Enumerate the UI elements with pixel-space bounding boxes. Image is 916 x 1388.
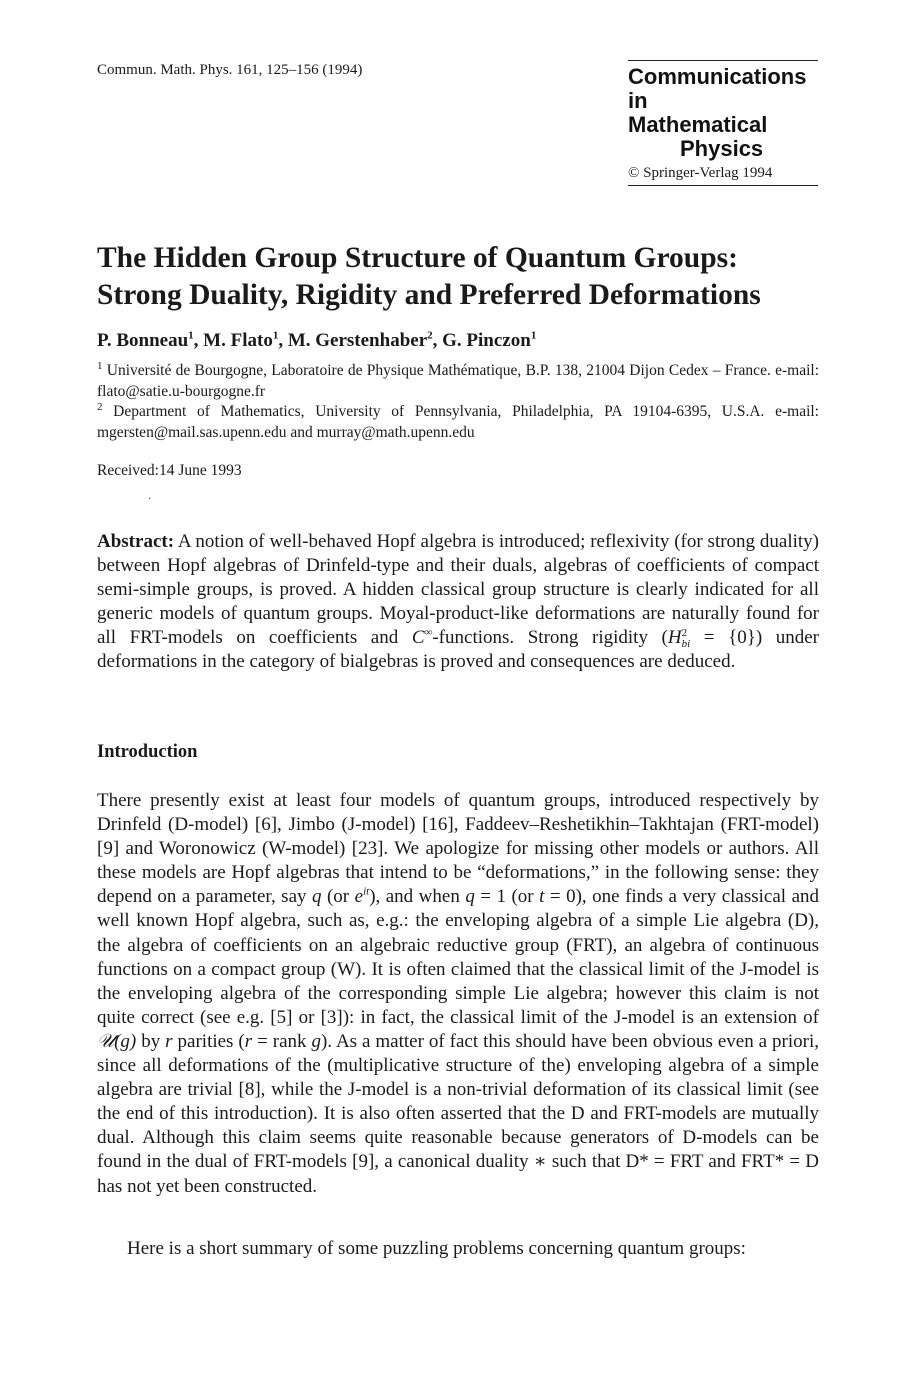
author: M. Gerstenhaber: [287, 330, 428, 351]
paragraph-text: parities (: [172, 1030, 245, 1052]
math-q: q: [312, 886, 322, 908]
paragraph-text: There presently exist at least four models of quantum groups, introduced respectively by Drinfeld (D-model) [6], Jimbo (J-model) [16], Faddeev–Reshetikhin–Takhtajan (FRT-model) [9] and Woronowicz (W-model) [23]. We apologize for missing other models or authors. All these models are Hopf algebras that intend to be “deformations,” in the following sense: they depend on a parameter, say: [97, 790, 819, 908]
paragraph-text: by: [136, 1030, 166, 1052]
paragraph-text: = rank: [252, 1030, 312, 1052]
paragraph-text: ), and when: [369, 886, 466, 908]
journal-citation: Commun. Math. Phys. 161, 125–156 (1994): [97, 62, 363, 78]
affiliation-text: Université de Bourgogne, Laboratoire de Physique Mathématique, B.P. 138, 21004 Dijon Cedex – France. e-mail: flato@satie.u-bourgogne.fr: [97, 362, 819, 400]
abstract: [97, 530, 819, 674]
affiliation-text: Department of Mathematics, University of Pennsylvania, Philadelphia, PA 19104-6395, U.S.A. e-mail: mgersten@mail.sas.upenn.edu and murray@math.upenn.edu: [97, 403, 819, 441]
math-h-eq: = {0}: [690, 627, 756, 648]
author: P. Bonneau: [97, 330, 189, 351]
body-paragraph-2: Here is a short summary of some puzzling problems concerning quantum groups:: [127, 1238, 746, 1259]
section-heading-introduction: Introduction: [97, 742, 198, 762]
math-q: q: [465, 886, 475, 908]
abstract-text: A notion of well-behaved Hopf algebra is introduced; reflexivity (for strong duality) between Hopf algebras of Drinfeld-type and their duals, algebras of coefficients of compact semi-simple groups, is proved. A hidden classical group structure is clearly indicated for all generic models of quantum groups. Moyal-product-like deformations are naturally found for all FRT-models on coefficients and: [97, 531, 819, 648]
received-date: Received:14 June 1993: [97, 462, 242, 479]
author-separator: ,: [193, 330, 204, 351]
paragraph-text: = 0), one finds a very classical and well known Hopf algebra, such as, e.g.: the enveloping algebra of a simple Lie algebra (D), the algebra of coefficients on an algebraic reductive group (FRT), an algebra of continuous functions on a compact group (W). It is often claimed that the classical limit of the J-model is the enveloping algebra of the corresponding simple Lie algebra; however this claim is not quite correct (see e.g. [5] or [3]): in fact, the classical limit of the J-model is an extension of: [97, 886, 819, 1028]
publisher-copyright: © Springer-Verlag 1994: [628, 165, 773, 181]
author: G. Pinczon: [442, 330, 531, 351]
math-t: t: [539, 886, 545, 908]
math-c: C: [411, 627, 425, 648]
paragraph-text: (or: [321, 886, 355, 908]
author-separator: ,: [278, 330, 288, 351]
math-r: r: [165, 1030, 173, 1052]
affiliation-mark: 1: [188, 329, 194, 342]
title-line2: Strong Duality, Rigidity and Preferred Deformations: [97, 279, 761, 311]
math-h-sup: 2: [681, 626, 688, 639]
author-separator: ,: [432, 330, 443, 351]
math-g: g: [311, 1030, 321, 1052]
affiliation-mark: 2: [97, 400, 103, 413]
title-line1: The Hidden Group Structure of Quantum Groups:: [97, 242, 738, 274]
math-r: r: [244, 1030, 253, 1052]
paper-title: [97, 240, 827, 314]
affiliation-mark: 2: [427, 329, 433, 342]
journal-name: [628, 65, 818, 161]
affiliation-1: [97, 360, 819, 402]
math-h-scripts: [682, 628, 691, 650]
math-e: e: [354, 886, 364, 908]
journal-masthead: [628, 60, 818, 186]
paragraph-text: ). As a matter of fact this should have been obvious even a priori, since all deformations of the (multiplicative structure of the) enveloping algebra of a simple algebra are trivial [8], while the J-model is a non-trivial deformation of its classical limit (see the end of this introduction). It is also often asserted that the D and FRT-models are mutually dual. Although this claim seems quite reasonable because generators of D-models can be found in the dual of FRT-models [9], a canonical duality ∗ such that D* = FRT and FRT* = D has not yet been constructed.: [97, 1030, 819, 1197]
author: M. Flato: [203, 330, 273, 351]
math-h: H: [667, 627, 682, 648]
math-h-sub: bi: [681, 637, 691, 650]
body-paragraph-1: [97, 789, 819, 1199]
math-infinity: ∞: [424, 626, 433, 639]
journal-name-line3: Physics: [680, 136, 764, 161]
affiliation-2: [97, 401, 819, 443]
journal-name-line1: Communications in: [628, 64, 807, 113]
stray-mark: ·: [148, 494, 152, 505]
abstract-text: -functions. Strong rigidity (: [432, 627, 668, 648]
affiliation-mark: 1: [97, 359, 103, 372]
author-list: [97, 330, 536, 352]
math-enveloping-algebra: 𝒰(g): [97, 1030, 137, 1052]
paragraph-text: = 1 (or: [474, 886, 540, 908]
abstract-label: Abstract:: [97, 531, 175, 552]
journal-name-line2: Mathematical: [628, 112, 768, 137]
math-it: it: [363, 886, 370, 899]
affiliation-mark: 1: [272, 329, 279, 342]
abstract-text: ) under deformations in the category of bialgebras is proved and consequences are deduced.: [97, 627, 819, 672]
affiliation-mark: 1: [530, 329, 537, 342]
